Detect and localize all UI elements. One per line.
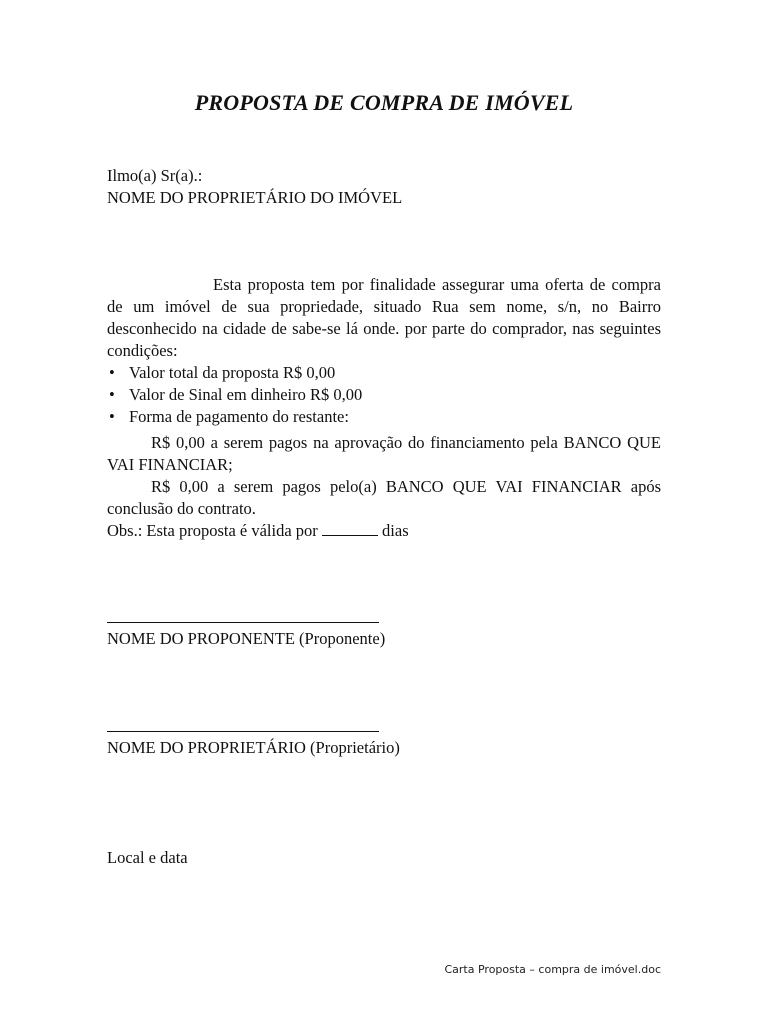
payment-paragraph-1 — [107, 432, 661, 476]
owner-signature-line — [107, 731, 379, 732]
document-footer: Carta Proposta – compra de imóvel.doc — [444, 963, 661, 976]
condition-item: • Forma de pagamento do restante: — [107, 406, 362, 428]
obs-suffix: dias — [382, 521, 409, 540]
place-date: Local e data — [107, 848, 188, 867]
recipient-name: NOME DO PROPRIETÁRIO DO IMÓVEL — [107, 188, 403, 207]
obs-prefix: Obs.: Esta proposta é válida por — [107, 521, 318, 540]
condition-item: • Valor total da proposta R$ 0,00 — [107, 362, 362, 384]
days-blank — [322, 522, 378, 536]
payment-2-text: R$ 0,00 a serem pagos pelo(a) BANCO QUE VAI FINANCIAR após conclusão do contrato. — [107, 477, 661, 518]
intro-paragraph — [107, 274, 661, 362]
document-title: PROPOSTA DE COMPRA DE IMÓVEL — [194, 90, 574, 115]
conditions-list — [107, 362, 362, 428]
salutation: Ilmo(a) Sr(a).: — [107, 166, 203, 185]
payment-1-text: R$ 0,00 a serem pagos na aprovação do financiamento pela BANCO QUE VAI FINANCIAR; — [107, 433, 661, 474]
condition-item: • Valor de Sinal em dinheiro R$ 0,00 — [107, 384, 362, 406]
obs-line — [107, 520, 409, 542]
intro-text: Esta proposta tem por finalidade assegurar uma oferta de compra de um imóvel de sua propriedade, situado Rua sem nome, s/n, no Bairro desconhecido na cidade de sabe-se lá onde. por parte do comprador, nas seguintes condições: — [107, 275, 661, 360]
payment-paragraph-2 — [107, 476, 661, 520]
owner-name: NOME DO PROPRIETÁRIO (Proprietário) — [107, 738, 400, 757]
proponent-name: NOME DO PROPONENTE (Proponente) — [107, 629, 386, 648]
proponent-signature-line — [107, 622, 379, 623]
